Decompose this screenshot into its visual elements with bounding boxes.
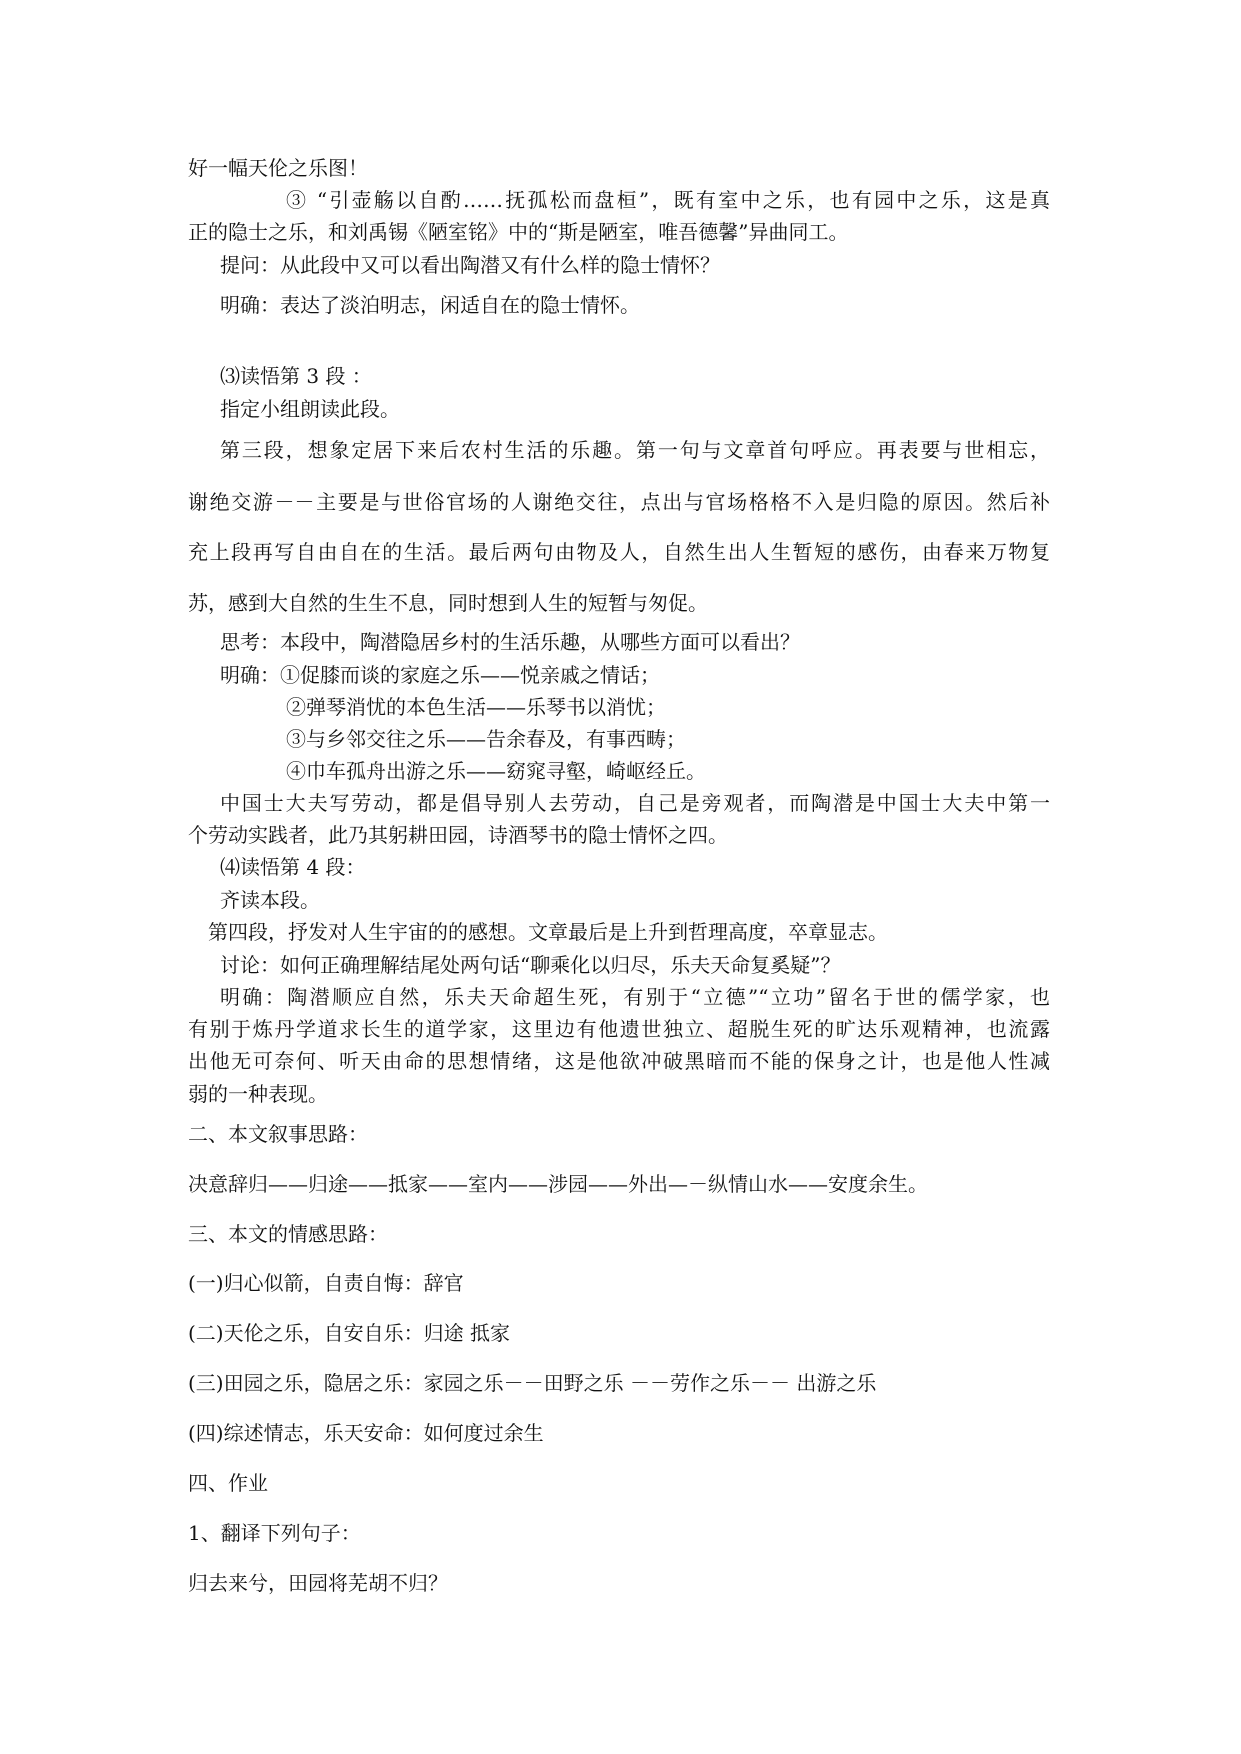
text-line: (四)综述情志，乐天安命：如何度过余生 [188,1421,544,1445]
text-line: 明确：陶潜顺应自然，乐夫天命超生死，有别于“立德”“立功”留名于世的儒学家，也 [220,985,1050,1009]
text-line: ③与乡邻交往之乐——告余春及，有事西畴； [286,727,686,751]
text-line: 决意辞归——归途——抵家——室内——涉园——外出—－纵情山水——安度余生。 [188,1172,928,1196]
text-line: 讨论：如何正确理解结尾处两句话“聊乘化以归尽，乐夫天命复奚疑”？ [220,953,841,977]
text-line: 充上段再写自由自在的生活。最后两句由物及人，自然生出人生暂短的感伤，由春来万物复 [188,540,1050,564]
text-line: (二)天伦之乐，自安自乐：归途 抵家 [188,1321,510,1345]
text-line: 第三段，想象定居下来后农村生活的乐趣。第一句与文章首句呼应。再表要与世相忘， [220,438,1050,462]
text-line: 指定小组朗读此段。 [220,397,400,421]
section-heading: 三、本文的情感思路： [188,1222,388,1246]
text-line: 明确：①促膝而谈的家庭之乐——悦亲戚之情话； [220,663,660,687]
text-line: 归去来兮，田园将芜胡不归？ [188,1571,448,1595]
text-line: 1、翻译下列句子： [188,1521,361,1545]
text-line: ④巾车孤舟出游之乐——窈窕寻壑，崎岖经丘。 [286,759,706,783]
text-line: 提问：从此段中又可以看出陶潜又有什么样的隐士情怀？ [220,253,720,277]
text-line: 正的隐士之乐，和刘禹锡《陋室铭》中的“斯是陋室，唯吾德馨”异曲同工。 [188,220,849,244]
text-line: (三)田园之乐，隐居之乐：家园之乐－－田野之乐 －－劳作之乐－－ 出游之乐 [188,1371,877,1395]
text-line: 个劳动实践者，此乃其躬耕田园，诗酒琴书的隐士情怀之四。 [188,823,728,847]
text-line: 苏，感到大自然的生生不息，同时想到人生的短暂与匆促。 [188,591,708,615]
text-line: ③ “引壶觞以自酌……抚孤松而盘桓”，既有室中之乐，也有园中之乐，这是真 [286,188,1050,212]
text-line: ⑷读悟第 4 段： [220,855,366,879]
text-line: 中国士大夫写劳动，都是倡导别人去劳动，自己是旁观者，而陶潜是中国士大夫中第一 [220,791,1050,815]
text-line: ②弹琴消忧的本色生活——乐琴书以消忧； [286,695,666,719]
section-heading: 四、作业 [188,1471,268,1495]
text-line: 明确：表达了淡泊明志，闲适自在的隐士情怀。 [220,293,640,317]
text-line: 好一幅天伦之乐图！ [188,156,368,180]
section-heading: 二、本文叙事思路： [188,1122,368,1146]
text-line: (一)归心似箭，自责自悔：辞官 [188,1271,464,1295]
text-line: 有别于炼丹学道求长生的道学家，这里边有他遗世独立、超脱生死的旷达乐观精神，也流露 [188,1017,1050,1041]
text-line: 第四段，抒发对人生宇宙的的感想。文章最后是上升到哲理高度，卒章显志。 [208,920,888,944]
text-line: 思考：本段中，陶潜隐居乡村的生活乐趣，从哪些方面可以看出？ [220,630,800,654]
text-line: 齐读本段。 [220,888,320,912]
text-line: ⑶读悟第 3 段 ： [220,364,372,388]
text-line: 出他无可奈何、听天由命的思想情绪，这是他欲冲破黑暗而不能的保身之计，也是他人性减 [188,1049,1050,1073]
text-line: 谢绝交游－－主要是与世俗官场的人谢绝交往，点出与官场格格不入是归隐的原因。然后补 [188,490,1050,514]
text-line: 弱的一种表现。 [188,1082,328,1106]
